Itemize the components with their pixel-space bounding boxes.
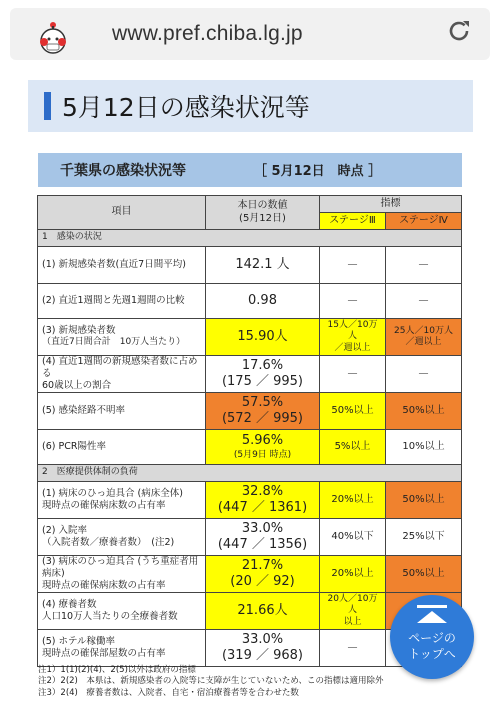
page-title: 5月12日の感染状況等: [62, 93, 310, 122]
row-stage4: －: [386, 284, 462, 319]
row-value-detail: (20 ／ 92): [230, 574, 295, 589]
row-stage3: －: [320, 284, 386, 319]
row-label-cell: [38, 482, 206, 519]
table-row: [38, 319, 462, 356]
table-row: [38, 356, 462, 393]
mascot-icon: [36, 20, 70, 56]
row-label-cell: [38, 593, 206, 630]
row-label: (4) 療養者数: [42, 599, 97, 611]
row-label-cell: [38, 319, 206, 356]
row-value: 17.6%: [241, 357, 284, 373]
row-sublabel: 60歳以上の割合: [42, 379, 112, 391]
row-value: 142.1 人: [206, 247, 320, 284]
row-stage3: －: [320, 356, 386, 393]
row-stage4: 25人／10万人: [394, 325, 453, 336]
back-to-top-label: [390, 630, 474, 662]
row-stage4: 50%以上: [386, 393, 462, 430]
row-label-cell: [38, 556, 206, 593]
table-row: [38, 284, 462, 319]
row-stage3-sub: 以上: [343, 616, 362, 627]
address-bar[interactable]: [10, 8, 490, 60]
row-value: 5.96%: [241, 433, 284, 449]
row-label: (1) 新規感染者数(直近7日間平均): [38, 247, 206, 284]
row-value-detail: (447 ／ 1356): [217, 537, 308, 552]
row-stage3: 20%以上: [320, 556, 386, 593]
back-to-top-line1: ページの: [408, 631, 456, 645]
row-stage3: －: [320, 630, 386, 667]
table-row: [38, 393, 462, 430]
table-header-row: [38, 196, 462, 213]
row-stage3: 20人／10万人: [327, 594, 378, 616]
row-value-cell: [206, 430, 320, 465]
row-stage3-cell: [320, 319, 386, 356]
row-sublabel: （直近7日間合計 10万人当たり）: [42, 337, 186, 348]
row-value-cell: [206, 630, 320, 667]
section-row: [38, 230, 462, 247]
browser-toolbar: [0, 0, 502, 70]
row-value: 15.90人: [206, 319, 320, 356]
footnote-2: 注2）2(2) 本県は、新規感染者の入院等に支障が生じていないため、この指標は適用除外: [38, 676, 384, 687]
row-label: (5) ホテル稼働率: [42, 636, 116, 648]
reload-icon[interactable]: [446, 18, 472, 44]
row-label: (3) 病床のひっ迫具合 (うち重症者用病床): [42, 556, 199, 580]
row-stage4: 50%以上: [386, 482, 462, 519]
row-value: 0.98: [206, 284, 320, 319]
row-label-cell: [38, 356, 206, 393]
url-text: www.pref.chiba.lg.jp: [112, 22, 303, 45]
table-heading: 千葉県の感染状況等: [60, 163, 186, 179]
row-stage3: 20%以上: [320, 482, 386, 519]
row-label: (3) 新規感染者数: [42, 325, 116, 337]
row-value: 32.8%: [241, 483, 284, 499]
row-stage4: －: [386, 247, 462, 284]
table-row: [38, 430, 462, 465]
section-1-label: 1 感染の状況: [38, 230, 462, 247]
table-row: [38, 482, 462, 519]
row-label: (6) PCR陽性率: [38, 430, 206, 465]
row-value-detail: (572 ／ 995): [221, 411, 304, 426]
row-value: 21.66人: [206, 593, 320, 630]
col-item-header: 項目: [38, 196, 206, 230]
row-stage3: 5%以上: [320, 430, 386, 465]
col-stage4-header: ステージⅣ: [386, 213, 462, 230]
col-indicator-header: 指標: [320, 196, 462, 213]
row-value-detail: (319 ／ 968): [221, 648, 304, 663]
row-stage4: －: [386, 356, 462, 393]
row-value-cell: [206, 393, 320, 430]
row-value-cell: [206, 482, 320, 519]
row-stage4-sub: ／週以上: [405, 337, 442, 347]
footnote-3: 注3）2(4) 療養者数は、入院者、自宅・宿泊療養者等を合わせた数: [38, 687, 299, 698]
row-value-cell: [206, 556, 320, 593]
row-stage3: 40%以下: [320, 519, 386, 556]
row-value: 33.0%: [241, 631, 284, 647]
row-label: (1) 病床のひっ迫具合 (病床全体): [42, 488, 183, 500]
back-to-top-line2: トップへ: [408, 647, 456, 662]
row-value-detail: (175 ／ 995): [221, 374, 304, 389]
row-stage4: 50%以上: [386, 556, 462, 593]
infection-status-table: [37, 195, 462, 667]
row-stage4: 10%以上: [386, 430, 462, 465]
row-stage3-sub: ／週以上: [334, 342, 371, 353]
row-stage3-cell: [320, 593, 386, 630]
row-label: (5) 感染経路不明率: [38, 393, 206, 430]
col-value-header: [206, 196, 320, 230]
footnotes: [38, 665, 384, 699]
row-stage3: －: [320, 247, 386, 284]
section-2-label: 2 医療提供体制の負荷: [38, 465, 462, 482]
row-value-detail: (5月9日 時点): [233, 449, 292, 460]
row-value: 21.7%: [241, 557, 284, 573]
row-value-cell: [206, 519, 320, 556]
row-stage4: 25%以下: [386, 519, 462, 556]
footnote-1: 注1）1(1)(2)(4)、2(5)以外は政府の指標: [38, 665, 196, 675]
row-label-cell: [38, 519, 206, 556]
row-value-cell: [206, 356, 320, 393]
row-stage3: 50%以上: [320, 393, 386, 430]
row-sublabel: （入院者数／療養者数） (注2): [42, 537, 175, 548]
table-date: ［ 5月12日 時点 ］: [254, 164, 382, 179]
row-stage4-cell: [386, 319, 462, 356]
row-stage3: 15人／10万人: [327, 320, 378, 342]
col-value-sublabel: (5月12日): [239, 212, 286, 224]
row-label-cell: [38, 630, 206, 667]
row-sublabel: 人口10万人当たりの全療養者数: [42, 611, 178, 622]
row-value: 33.0%: [241, 520, 284, 536]
top-line-icon: [417, 605, 447, 608]
row-label: (2) 入院率: [42, 525, 87, 537]
row-sublabel: 現時点の確保部屋数の占有率: [42, 648, 166, 659]
col-value-label: 本日の数値: [237, 200, 288, 211]
col-stage3-header: ステージⅢ: [320, 213, 386, 230]
row-sublabel: 現時点の確保病床数の占有率: [42, 579, 166, 591]
arrow-up-icon: [417, 611, 447, 623]
row-value-detail: (447 ／ 1361): [217, 500, 308, 515]
section-row: [38, 465, 462, 482]
table-row: [38, 556, 462, 593]
table-row: [38, 247, 462, 284]
row-sublabel: 現時点の確保病床数の占有率: [42, 500, 166, 511]
row-label: (4) 直近1週間の新規感染者数に占める: [42, 356, 198, 380]
row-label: (2) 直近1週間と先週1週間の比較: [38, 284, 206, 319]
back-to-top-button[interactable]: [390, 595, 474, 679]
table-row: [38, 519, 462, 556]
title-accent-bar: [44, 92, 51, 120]
row-value: 57.5%: [241, 394, 284, 410]
